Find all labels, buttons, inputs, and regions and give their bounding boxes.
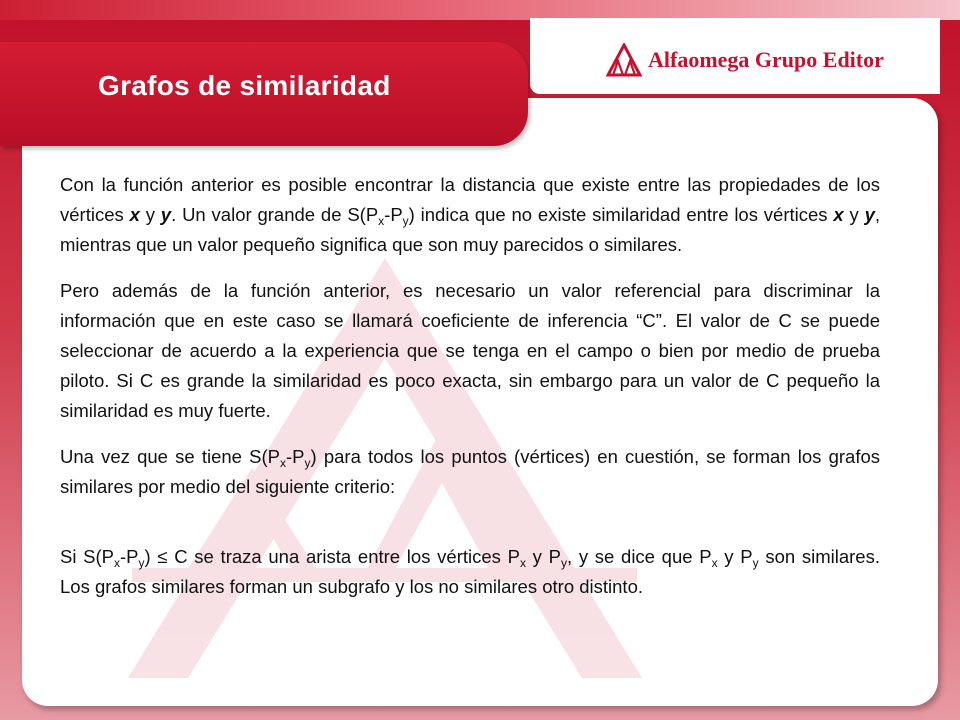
text-run: ): [144, 546, 158, 567]
page-title: Grafos de similaridad: [98, 70, 391, 101]
subscript: x: [280, 456, 286, 470]
text-run: y: [843, 204, 865, 225]
var-x: x: [833, 204, 844, 225]
text-run: C se traza una arista entre los vértices P: [167, 546, 520, 567]
text-run: . Un valor grande de S(P: [171, 204, 379, 225]
text-run: Con la función anterior es posible encontrar la distancia que existe entre las propiedades de los vértices: [60, 174, 880, 225]
text-run: y P: [525, 546, 561, 567]
leq-symbol: ≤: [157, 546, 168, 567]
text-run: Si S(P: [60, 546, 114, 567]
text-run: son similares. Los grafos similares forman un subgrafo y los no similares otro distinto.: [60, 546, 880, 597]
var-y: y: [864, 204, 875, 225]
var-x: x: [129, 204, 140, 225]
subscript: y: [752, 556, 759, 570]
text-run: y P: [717, 546, 753, 567]
subscript: x: [378, 214, 385, 228]
brand-logo: [606, 40, 884, 80]
subscript: x: [519, 556, 526, 570]
text-run: -P: [384, 204, 403, 225]
paragraph-2: Pero además de la función anterior, es necesario un valor referencial para discriminar la información que en este caso se llamará coeficiente de inferencia “C”. El valor de C se puede seleccionar de acuerdo a la experiencia que se tenga en el campo o bien por medio de prueba piloto. Si C es grande la similaridad es poco exacta, sin embargo para un valor de C pequeño la similaridad es muy fuerte.: [60, 280, 880, 421]
paragraph-1: [60, 170, 880, 260]
subscript: y: [560, 556, 567, 570]
text-run: ) para todos los puntos (vértices) en cuestión, se forman los grafos similares por medio del siguiente criterio:: [60, 446, 880, 497]
text-run: -P: [120, 546, 139, 567]
text-run: Una vez que se tiene S(P: [60, 446, 280, 467]
brand-name: Alfaomega Grupo Editor: [648, 47, 884, 72]
subscript: x: [711, 556, 718, 570]
paragraph-criterion: [60, 542, 880, 602]
alfaomega-triangle-logo-icon: [606, 43, 642, 77]
top-band: [0, 0, 960, 20]
text-run: y: [139, 204, 161, 225]
subscript: y: [138, 556, 145, 570]
subscript: x: [114, 556, 120, 570]
text-run: ) indica que no existe similaridad entre los vértices: [408, 204, 834, 225]
var-y: y: [160, 204, 172, 225]
slide-body: [60, 170, 880, 618]
paragraph-3: [60, 442, 880, 502]
text-run: , y se dice que P: [566, 546, 712, 567]
text-run: , mientras que un valor pequeño significa que son muy parecidos o similares.: [60, 204, 881, 255]
subscript: y: [304, 456, 311, 470]
text-run: -P: [286, 446, 305, 467]
subscript: y: [402, 214, 409, 228]
